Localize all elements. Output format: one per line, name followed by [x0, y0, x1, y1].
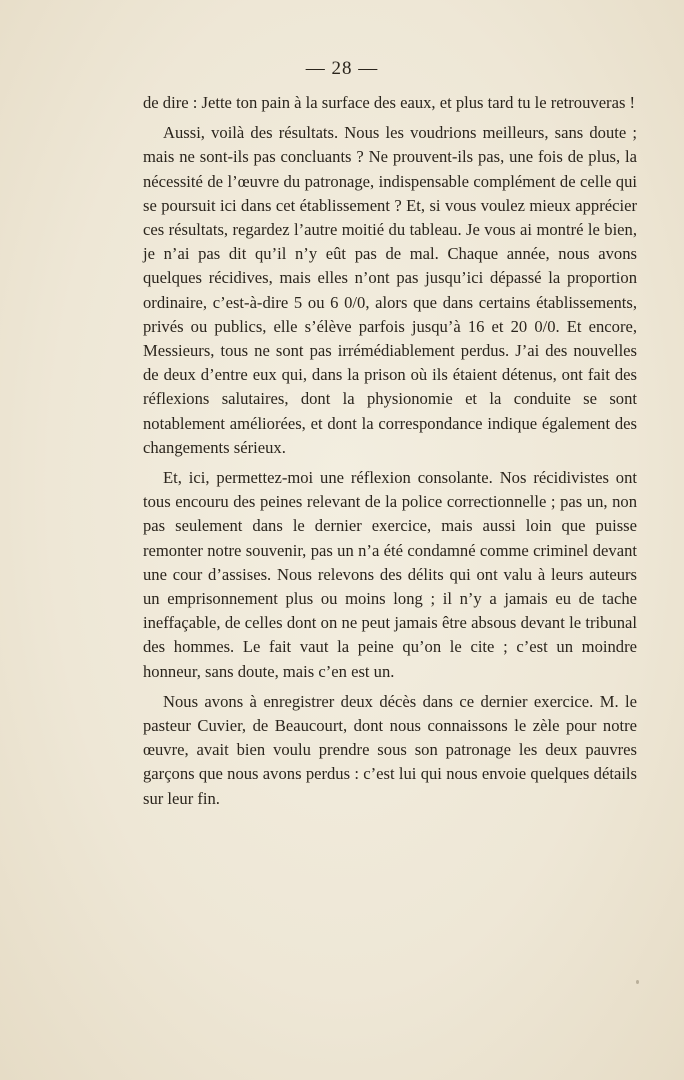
body-text — [143, 91, 637, 811]
paragraph-1: de dire : Jette ton pain à la surface des eaux, et plus tard tu le retrouveras ! — [143, 93, 636, 112]
ink-speck — [636, 980, 639, 984]
paragraph-2: Aussi, voilà des résultats. Nous les voudrions meilleurs, sans doute ; mais ne sont-ils pas concluants ? Ne prouvent-ils pas, une fois de plus, la nécessité de l’œuvre du patronage, indispensable complément de celle qui se poursuit ici dans cet établissement ? Et, si vous voulez mieux apprécier ces résultats, regardez l’autre moitié du tableau. Je vous ai montré le bien, je n’ai pas dit qu’il n’y eût pas de mal. Chaque année, nous avons quelques récidives, mais elles n’ont pas jusqu’ici dépassé la proportion ordinaire, c’est-à-dire 5 ou 6 0/0, alors que dans certains établissements, privés ou publics, elle s’élève parfois jusqu’à 16 et 20 0/0. Et encore, Messieurs, tous ne sont pas irrémédiablement perdus. J’ai des nouvelles de deux d’entre eux qui, dans la prison où ils étaient détenus, ont fait des réflexions salutaires, dont la physionomie et la conduite se sont notablement améliorées, et dont la correspondance indique également des changements sérieux. — [143, 123, 637, 457]
paragraph-3: Et, ici, permettez-moi une réflexion consolante. Nos récidivistes ont tous encouru des peines relevant de la police correctionnelle ; pas un, non pas seulement dans le dernier exercice, mais aussi loin que puisse remonter notre souvenir, pas un n’a été condamné comme criminel devant une cour d’assises. Nous relevons des délits qui ont valu à leurs auteurs un emprisonnement plus ou moins long ; il n’y a jamais eu de tache ineffaçable, de celles dont on ne peut jamais être absous devant le tribunal des hommes. Le fait vaut la peine qu’on le cite ; c’est un moindre honneur, sans doute, mais c’en est un. — [143, 468, 637, 681]
page-number: — 28 — — [305, 58, 379, 79]
paragraph-4: Nous avons à enregistrer deux décès dans ce dernier exercice. M. le pasteur Cuvier, de Beaucourt, dont nous connaissons le zèle pour notre œuvre, avait bien voulu prendre sous son patronage les deux pauvres garçons que nous avons perdus : c’est lui qui nous envoie quelques détails sur leur fin. — [143, 691, 637, 808]
